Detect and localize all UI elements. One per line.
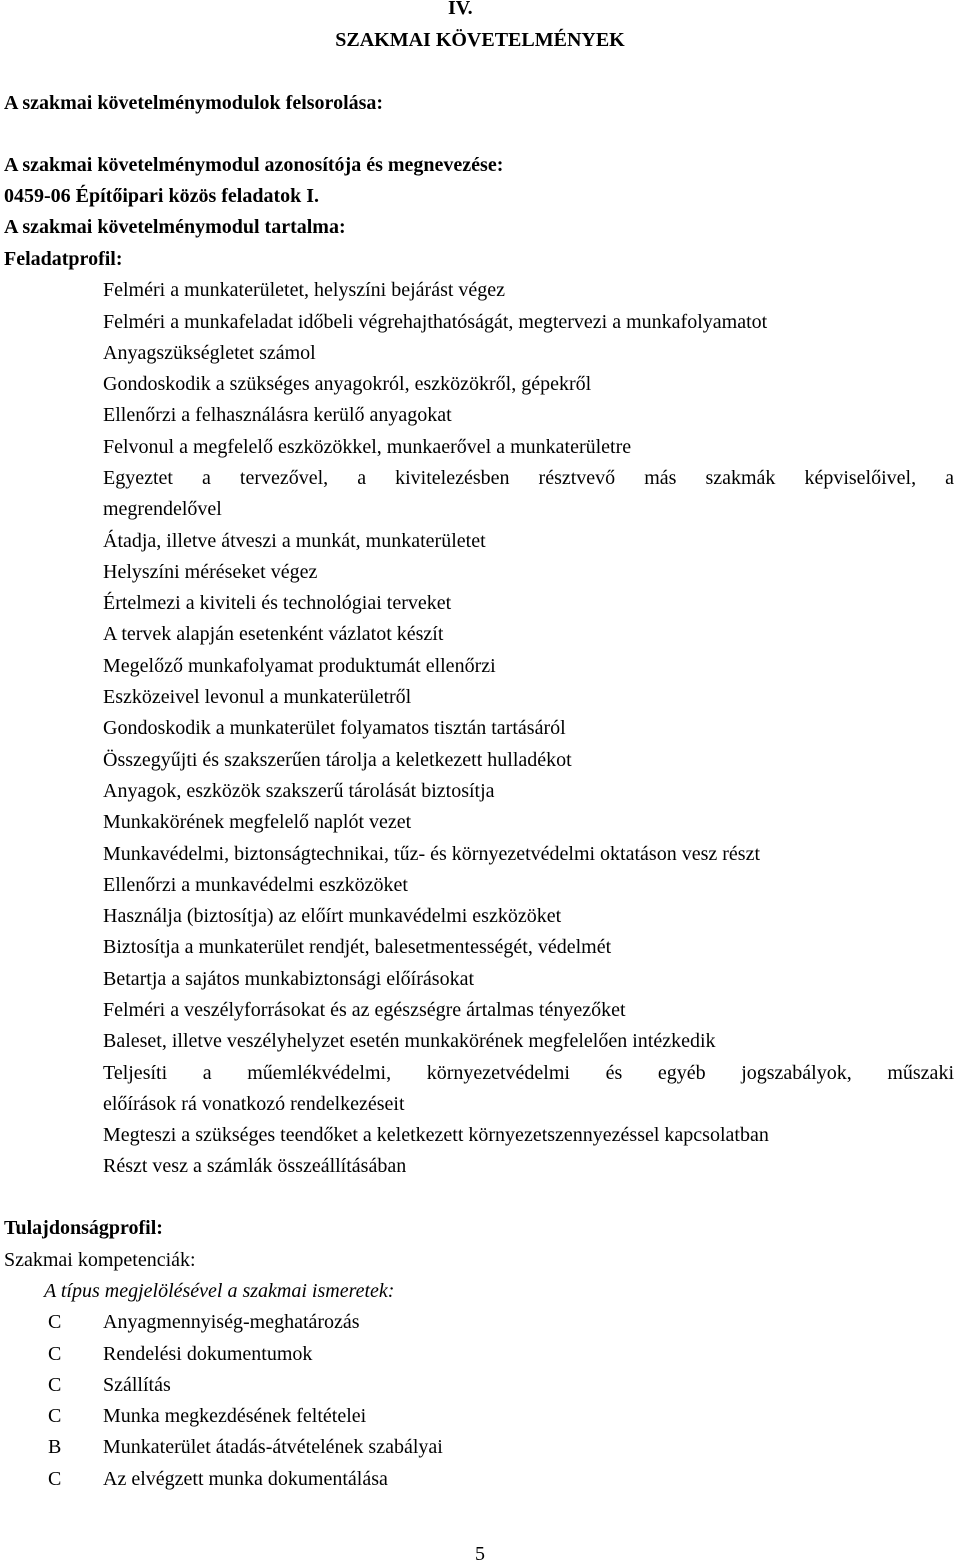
task-item: Munkakörének megfelelő naplót vezet: [103, 811, 412, 833]
competency-name: Munka megkezdésének feltételei: [103, 1405, 367, 1427]
task-item: Munkavédelmi, biztonságtechnikai, tűz- és környezetvédelmi oktatáson vesz részt: [103, 843, 761, 865]
module-id-heading: A szakmai követelménymodul azonosítója és megnevezése:: [4, 154, 504, 176]
task-item: Eszközeivel levonul a munkaterületről: [103, 686, 412, 708]
task-item: előírások rá vonatkozó rendelkezéseit: [103, 1093, 405, 1115]
competencies-heading: Szakmai kompetenciák:: [4, 1249, 196, 1271]
competency-type: C: [48, 1343, 62, 1365]
task-item: Anyagok, eszközök szakszerű tárolását biztosítja: [103, 780, 495, 802]
competency-type: B: [48, 1436, 62, 1458]
page-number: 5: [475, 1543, 485, 1565]
competency-type: C: [48, 1311, 62, 1333]
type-note: A típus megjelölésével a szakmai ismeretek:: [44, 1280, 395, 1302]
task-profile-heading: Feladatprofil:: [4, 248, 123, 270]
task-item: Teljesíti a műemlékvédelmi, környezetvédelmi és egyéb jogszabályok, műszaki: [103, 1062, 954, 1084]
competency-name: Az elvégzett munka dokumentálása: [103, 1468, 388, 1490]
competency-name: Anyagmennyiség-meghatározás: [103, 1311, 360, 1333]
task-item: Részt vesz a számlák összeállításában: [103, 1155, 407, 1177]
chapter-number: IV.: [448, 0, 473, 19]
task-item: Átadja, illetve átveszi a munkát, munkaterületet: [103, 530, 486, 552]
competency-type: C: [48, 1405, 62, 1427]
modules-list-heading: A szakmai követelménymodulok felsorolása:: [4, 92, 384, 114]
task-item: Betartja a sajátos munkabiztonsági előírásokat: [103, 968, 474, 990]
competency-type: C: [48, 1374, 62, 1396]
task-item: Felvonul a megfelelő eszközökkel, munkaerővel a munkaterületre: [103, 436, 632, 458]
task-item: Biztosítja a munkaterület rendjét, balesetmentességét, védelmét: [103, 936, 612, 958]
task-item: Felméri a veszélyforrásokat és az egészségre ártalmas tényezőket: [103, 999, 626, 1021]
competency-name: Rendelési dokumentumok: [103, 1343, 313, 1365]
competency-name: Szállítás: [103, 1374, 171, 1396]
competency-name: Munkaterület átadás-átvételének szabályai: [103, 1436, 443, 1458]
property-profile-heading: Tulajdonságprofil:: [4, 1217, 163, 1239]
task-item: Értelmezi a kiviteli és technológiai terveket: [103, 592, 452, 614]
task-item: Gondoskodik a szükséges anyagokról, eszközökről, gépekről: [103, 373, 592, 395]
task-item: Egyeztet a tervezővel, a kivitelezésben résztvevő más szakmák képviselőivel, a: [103, 467, 954, 489]
task-item: Helyszíni méréseket végez: [103, 561, 318, 583]
competency-type: C: [48, 1468, 62, 1490]
task-item: Használja (biztosítja) az előírt munkavédelmi eszközöket: [103, 905, 562, 927]
task-item: A tervek alapján esetenként vázlatot készít: [103, 623, 444, 645]
module-id-name: 0459-06 Építőipari közös feladatok I.: [4, 185, 320, 207]
task-item: Anyagszükségletet számol: [103, 342, 316, 364]
task-item: Felméri a munkafeladat időbeli végrehajthatóságát, megtervezi a munkafolyamatot: [103, 311, 768, 333]
task-item: Összegyűjti és szakszerűen tárolja a keletkezett hulladékot: [103, 749, 572, 771]
module-content-heading: A szakmai követelménymodul tartalma:: [4, 216, 346, 238]
task-item: Ellenőrzi a felhasználásra kerülő anyagokat: [103, 404, 452, 426]
task-item: megrendelővel: [103, 498, 222, 520]
page-title: SZAKMAI KÖVETELMÉNYEK: [335, 29, 625, 51]
task-item: Felméri a munkaterületet, helyszíni bejárást végez: [103, 279, 506, 301]
task-item: Ellenőrzi a munkavédelmi eszközöket: [103, 874, 408, 896]
task-item: Baleset, illetve veszélyhelyzet esetén munkakörének megfelelően intézkedik: [103, 1030, 716, 1052]
task-item: Gondoskodik a munkaterület folyamatos tisztán tartásáról: [103, 717, 566, 739]
task-item: Megteszi a szükséges teendőket a keletkezett környezetszennyezéssel kapcsolatban: [103, 1124, 769, 1146]
task-item: Megelőző munkafolyamat produktumát ellenőrzi: [103, 655, 496, 677]
